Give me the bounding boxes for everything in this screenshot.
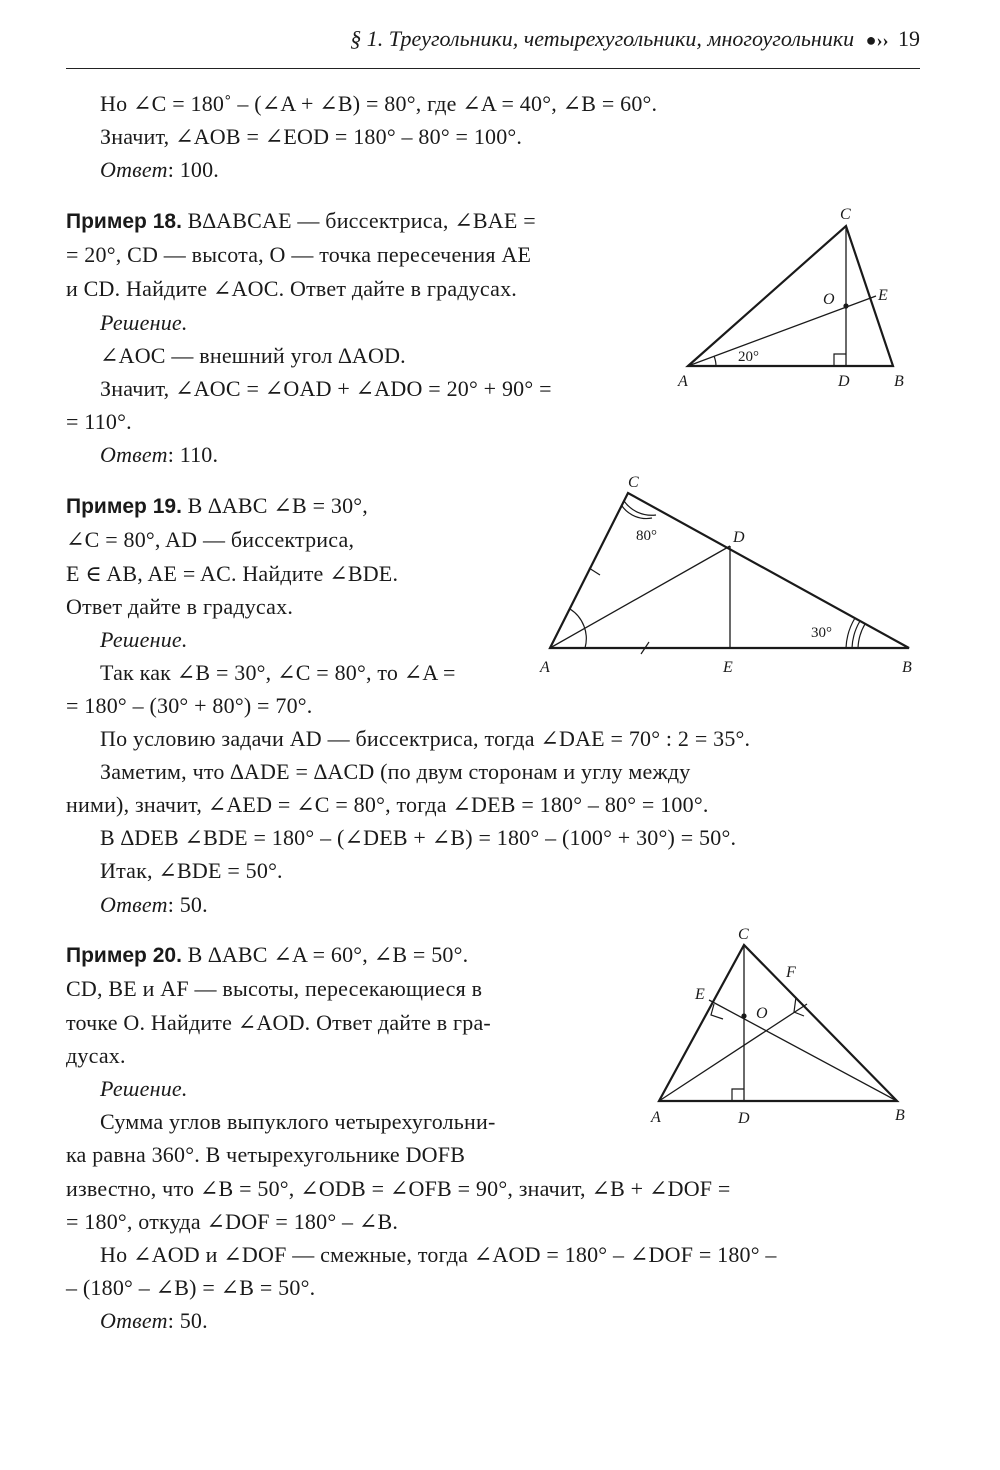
ex20-line-9: Но ∠AOD и ∠DOF — смежные, тогда ∠AOD = 180° – ∠DOF = 180° – [100,1242,777,1267]
running-head [66,26,920,58]
ex19-triangle-figure [535,470,925,685]
bisector-ad [550,546,730,648]
ex19-line-9: ними), значит, ∠AED = ∠C = 80°, тогда ∠DEB = 180° – 80° = 100°. [66,792,709,817]
label-b: B [902,659,912,676]
ex19-line-11: Итак, ∠BDE = 50°. [100,858,283,883]
ex19-line-8: Заметим, что ∆ADE = ∆ACD (по двум сторонам и углу между [100,759,691,784]
answer-value: : 100. [167,157,219,182]
label-a: A [540,659,550,676]
example-label: Пример 19. [66,495,182,518]
prev-answer [100,155,219,185]
ex19-answer [100,890,208,920]
altitude-af [659,1004,807,1101]
right-angle-mark [834,354,846,366]
label-e: E [878,287,888,304]
label-o: O [756,1005,768,1022]
answer-label: Ответ [100,892,168,917]
ex18-triangle-figure [670,200,920,400]
point-o [843,303,848,308]
ex20-line-8: = 180°, откуда ∠DOF = 180° – ∠B. [66,1209,399,1234]
prev-line-2: Значит, ∠AOB = ∠EOD = 180° – 80° = 100°. [100,124,523,149]
angle-label-30: 30° [811,625,832,641]
ex18-line-4: ∠AOC — внешний угол ∆AOD. [100,343,406,368]
label-b: B [895,1107,905,1124]
label-o: O [823,291,835,308]
label-d: D [838,373,850,390]
answer-value: : 50. [167,892,208,917]
example-label: Пример 18. [66,210,182,233]
ex20-line-4: дусах. [66,1043,126,1068]
tick-mark-ac [589,568,600,575]
label-b: B [894,373,904,390]
ex18-line-2: = 20°, CD — высота, O — точка пересечения AE [66,242,532,267]
ex20-triangle-figure [640,920,920,1130]
prev-line-1: Но ∠C = 180˚ – (∠A + ∠B) = 80°, где ∠A = 40°, ∠B = 60°. [100,91,658,116]
label-c: C [738,926,749,943]
ex19-line-6: = 180° – (30° + 80°) = 70°. [66,693,313,718]
ex18-line-6: = 110°. [66,409,132,434]
angle-arc [714,356,716,366]
ex19-line-4: Ответ дайте в градусах. [66,594,294,619]
ex18-line-5: Значит, ∠AOC = ∠OAD + ∠ADO = 20° + 90° = [100,376,552,401]
answer-label: Ответ [100,442,168,467]
ex18-solution-label: Решение. [100,310,188,335]
ex20-solution-label: Решение. [100,1076,188,1101]
ex20-line-2: CD, BE и AF — высоты, пересекающиеся в [66,976,483,1001]
label-e: E [695,986,705,1003]
label-f: F [786,964,796,981]
answer-value: : 50. [167,1308,208,1333]
label-a: A [651,1109,661,1126]
right-angle-mark-d [732,1089,744,1101]
label-e: E [723,659,733,676]
ex18-text-1: В∆ABCAE — биссектриса, ∠BAE = [187,208,536,233]
ex20-answer [100,1306,208,1336]
example-label: Пример 20. [66,944,182,967]
ex19-line-7: По условию задачи AD — биссектриса, тогда ∠DAE = 70° : 2 = 35°. [100,726,751,751]
answer-label: Ответ [100,157,168,182]
ex20-line-7: известно, что ∠B = 50°, ∠ODB = ∠OFB = 90°, значит, ∠B + ∠DOF = [66,1176,731,1201]
header-divider [66,68,920,69]
ex19-line-5: Так как ∠B = 30°, ∠C = 80°, то ∠A = [100,660,456,685]
label-c: C [840,206,851,223]
page-number: 19 [898,26,920,51]
ex20-line-3: точке O. Найдите ∠AOD. Ответ дайте в гра- [66,1010,491,1035]
angle-arc-b1 [858,624,865,648]
ex19-solution-label: Решение. [100,627,188,652]
page-marker-icon: ●›› [865,30,889,50]
ex19-line-2: ∠C = 80°, AD — биссектриса, [66,527,355,552]
label-c: C [628,474,639,491]
label-d: D [733,529,745,546]
section-title: § 1. Треугольники, четырехугольники, многоугольники [350,26,855,51]
ex19-line-3: E ∈ AB, AE = AC. Найдите ∠BDE. [66,561,399,586]
triangle-abc [688,226,893,366]
ex20-line-1 [66,940,468,971]
angle-label-80: 80° [636,528,657,544]
ex19-line-10: В ∆DEB ∠BDE = 180° – (∠DEB + ∠B) = 180° – (100° + 30°) = 50°. [100,825,737,850]
ex19-text-1: В ∆ABC ∠B = 30°, [187,493,368,518]
point-o [741,1013,746,1018]
ex20-line-6: ка равна 360°. В четырехугольнике DOFB [66,1142,466,1167]
label-a: A [678,373,688,390]
ex18-line-1 [66,206,536,237]
angle-label-20: 20° [738,349,759,365]
ex20-line-5: Сумма углов выпуклого четырехугольни- [100,1109,496,1134]
angle-arc-b3 [846,618,855,648]
ex18-answer [100,440,218,470]
label-d: D [738,1110,750,1127]
answer-label: Ответ [100,1308,168,1333]
ex20-line-10: – (180° – ∠B) = ∠B = 50°. [66,1275,316,1300]
ex18-line-3: и CD. Найдите ∠AOC. Ответ дайте в градусах. [66,276,518,301]
ex19-line-1 [66,491,368,522]
answer-value: : 110. [167,442,219,467]
ex20-text-1: В ∆ABC ∠A = 60°, ∠B = 50°. [187,942,469,967]
